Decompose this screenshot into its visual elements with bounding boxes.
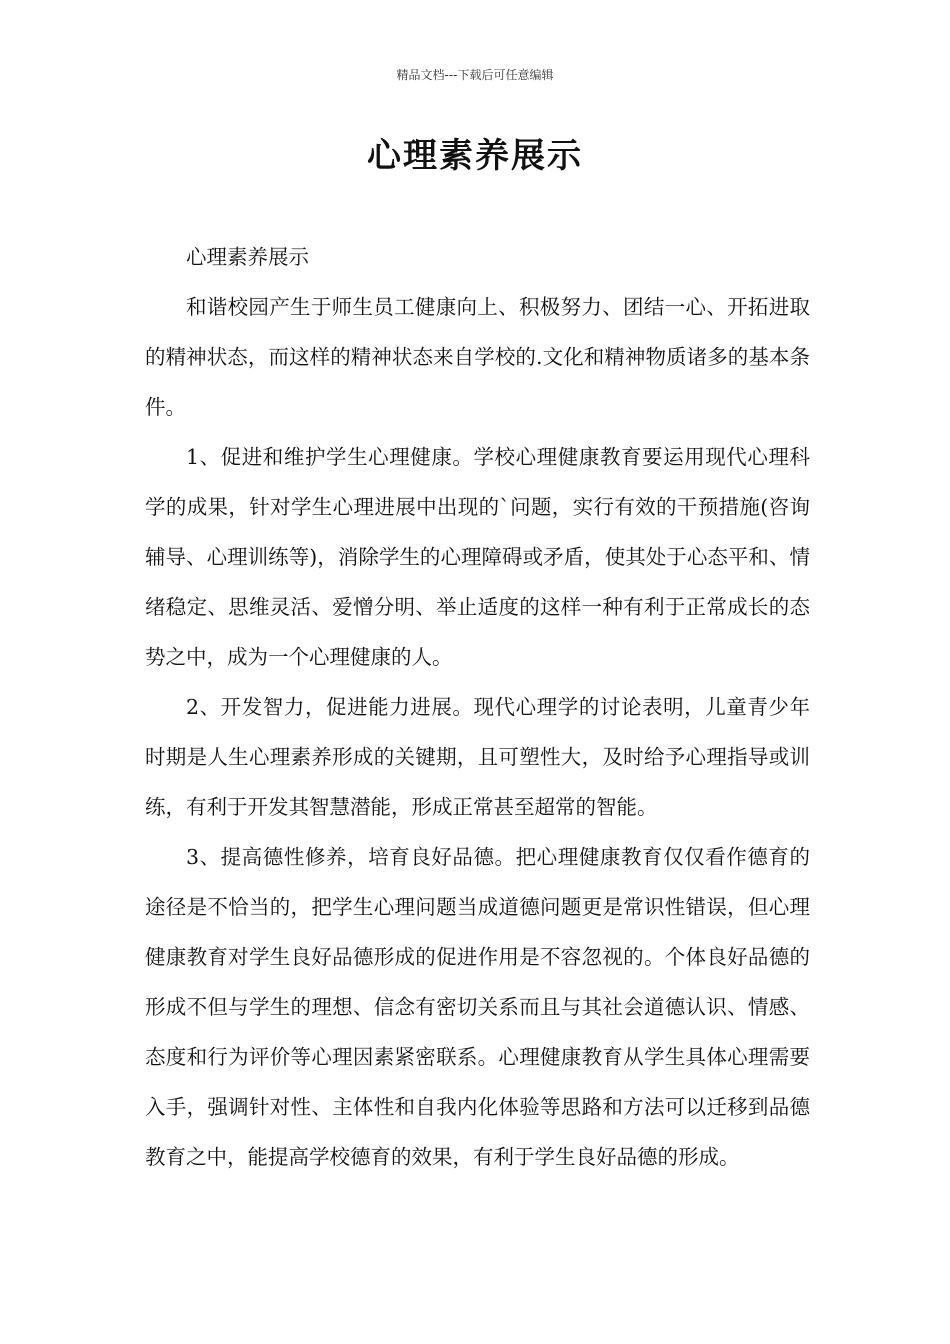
paragraph-point-3: 3、提高德性修养，培育良好品德。把心理健康教育仅仅看作德育的途径是不恰当的，把学生心理问题当成道德问题更是常识性错误，但心理健康教育对学生良好品德形成的促进作用是不容忽视的。个体良好品德的形成不但与学生的理想、信念有密切关系而且与其社会道德认识、情感、态度和行为评价等心理因素紧密联系。心理健康教育从学生具体心理需要入手，强调针对性、主体性和自我内化体验等思路和方法可以迁移到品德教育之中，能提高学校德育的效果，有利于学生良好品德的形成。: [145, 845, 810, 1169]
document-body: [145, 232, 810, 1182]
paragraph-intro: 和谐校园产生于师生员工健康向上、积极努力、团结一心、开拓进取的精神状态，而这样的精神状态来自学校的.文化和精神物质诸多的基本条件。: [145, 295, 810, 419]
paragraph-subtitle: 心理素养展示: [186, 245, 309, 269]
header-note: 精品文档---下载后可任意编辑: [396, 68, 554, 82]
paragraph-point-2: 2、开发智力，促进能力进展。现代心理学的讨论表明，儿童青少年时期是人生心理素养形成的关键期，且可塑性大，及时给予心理指导或训练，有利于开发其智慧潜能，形成正常甚至超常的智能。: [145, 695, 810, 819]
paragraph-point-1: 1、促进和维护学生心理健康。学校心理健康教育要运用现代心理科学的成果，针对学生心理进展中出现的`问题，实行有效的干预措施(咨询辅导、心理训练等)，消除学生的心理障碍或矛盾，使其处于心态平和、情绪稳定、思维灵活、爱憎分明、举止适度的这样一种有利于正常成长的态势之中，成为一个心理健康的人。: [145, 445, 810, 669]
document-title: 心理素养展示: [367, 136, 583, 176]
